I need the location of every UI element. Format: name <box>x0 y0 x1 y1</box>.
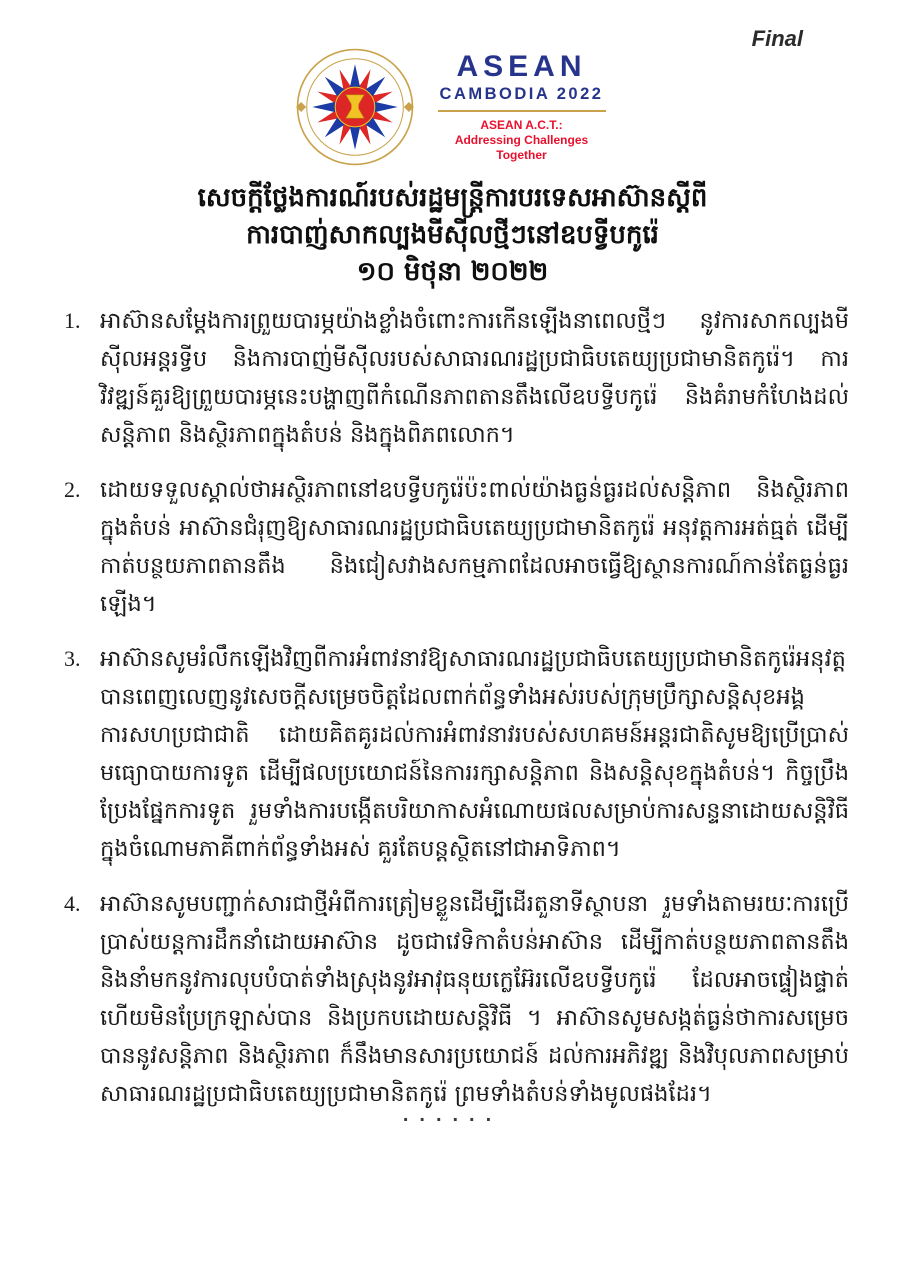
paragraph-4-text: អាស៊ានសូមបញ្ជាក់សារជាថ្មីអំពីការត្រៀមខ្លួនដើម្បីដើរតួនាទីស្ថាបនា រួមទាំងតាមរយៈការប្រើប្រាស់យន្តការដឹកនាំដោយអាស៊ាន ដូចជាវេទិកាតំបន់អាស៊ាន ដើម្បីកាត់បន្ថយភាពតានតឹង និងនាំមកនូវការលុបបំបាត់ទាំងស្រុងនូវអាវុធនុយក្លេអ៊ែរលើឧបទ្វីបកូរ៉េ ដែលអាចផ្ទៀងផ្ទាត់ ហើយមិនប្រែក្រឡាស់បាន និងប្រកបដោយសន្តិវិធី ។ អាស៊ានសូមសង្កត់ធ្ងន់ថាការសម្រេចបាននូវសន្តិភាព និងស្ថិរភាព ក៏នឹងមានសារប្រយោជន៍ ដល់ការអភិវឌ្ឍ និងវិបុលភាពសម្រាប់សាធារណរដ្ឋប្រជាធិបតេយ្យប្រជាមានិតកូរ៉េ ព្រមទាំងតំបន់ទាំងមូលផងដែរ។ <box>100 891 849 1107</box>
paragraph-2-text: ដោយទទួលស្គាល់ថាអស្ថិរភាពនៅឧបទ្វីបកូរ៉េប៉ះពាល់យ៉ាងធ្ងន់ធ្ងរដល់សន្តិភាព និងស្ថិរភាពក្នុងតំបន់ អាស៊ានជំរុញឱ្យសាធារណរដ្ឋប្រជាធិបតេយ្យប្រជាមានិតកូរ៉េ អនុវត្តការអត់ធ្មត់ ដើម្បីកាត់បន្ថយភាពតានតឹង និងជៀសវាងសកម្មភាពដែលអាចធ្វើឱ្យស្ថានការណ៍កាន់តែធ្ងន់ធ្ងរឡើង។ <box>100 477 849 617</box>
paragraph-4-number: 4. <box>64 891 81 916</box>
paragraph-3 <box>64 640 849 868</box>
paragraph-2-number: 2. <box>64 477 81 502</box>
logo-subtitle: CAMBODIA 2022 <box>439 84 604 103</box>
paragraph-4 <box>64 885 849 1113</box>
logo-tagline-2: Addressing Challenges Together <box>454 132 589 162</box>
paragraph-3-text: អាស៊ានសូមរំលឹកឡើងវិញពីការអំពាវនាវឱ្យសាធារណរដ្ឋប្រជាធិបតេយ្យប្រជាមានិតកូរ៉េអនុវត្ត បានពេញលេញនូវសេចក្តីសម្រេចចិត្តដែលពាក់ព័ន្ធទាំងអស់របស់ក្រុមប្រឹក្សាសន្តិសុខអង្គការសហប្រជាជាតិ ដោយគិតគូរដល់ការអំពាវនាវរបស់សហគមន៍អន្តរជាតិសូមឱ្យប្រើប្រាស់មធ្យោបាយការទូត ដើម្បីផលប្រយោជន៍នៃការរក្សាសន្តិភាព និងសន្តិសុខក្នុងតំបន់។ កិច្ចប្រឹងប្រែងផ្នែកការទូត រួមទាំងការបង្កើតបរិយាកាសអំណោយផលសម្រាប់ការសន្ទនាដោយសន្តិវិធីក្នុងចំណោមភាគីពាក់ព័ន្ធទាំងអស់ គួរតែបន្តស្ថិតនៅជាអាទិភាព។ <box>100 646 849 862</box>
asean-lotus-emblem-icon <box>294 46 416 168</box>
paragraph-1 <box>64 302 849 454</box>
title-line-3-date: ១០ មិថុនា ២០២២ <box>356 257 549 287</box>
logo-tagline-1: ASEAN A.C.T.: <box>480 117 563 132</box>
paragraph-2 <box>64 471 849 623</box>
title-line-2: ការបាញ់សាកល្បងមីស៊ីលថ្មីៗនៅឧបទ្វីបកូរ៉េ <box>246 220 659 250</box>
document-body <box>64 302 849 1130</box>
asean-logo <box>0 46 905 168</box>
paragraph-1-number: 1. <box>64 308 81 333</box>
paragraph-3-number: 3. <box>64 646 81 671</box>
asean-logo-text <box>432 49 612 163</box>
end-of-document-dots: ...... <box>402 1104 503 1126</box>
document-title <box>70 180 835 291</box>
final-status-label: Final <box>751 26 803 51</box>
title-line-1: សេចក្តីថ្លែងការណ៍របស់រដ្ឋមន្ត្រីការបរទេសអាស៊ានស្តីពី <box>197 183 708 213</box>
logo-divider <box>438 110 606 112</box>
logo-title: ASEAN <box>456 49 587 83</box>
paragraph-1-text: អាស៊ានសម្តែងការព្រួយបារម្ភយ៉ាងខ្លាំងចំពោះការកើនឡើងនាពេលថ្មីៗ នូវការសាកល្បងមីស៊ីលអន្តរទ្វីប និងការបាញ់មីស៊ីលរបស់សាធារណរដ្ឋប្រជាធិបតេយ្យប្រជាមានិតកូរ៉េ។ ការវិវឌ្ឍន៍គួរឱ្យព្រួយបារម្ភនេះបង្ហាញពីកំណើនភាពតានតឹងលើឧបទ្វីបកូរ៉េ និងគំរាមកំហែងដល់សន្តិភាព និងស្ថិរភាពក្នុងតំបន់ និងក្នុងពិភពលោក។ <box>100 308 849 448</box>
